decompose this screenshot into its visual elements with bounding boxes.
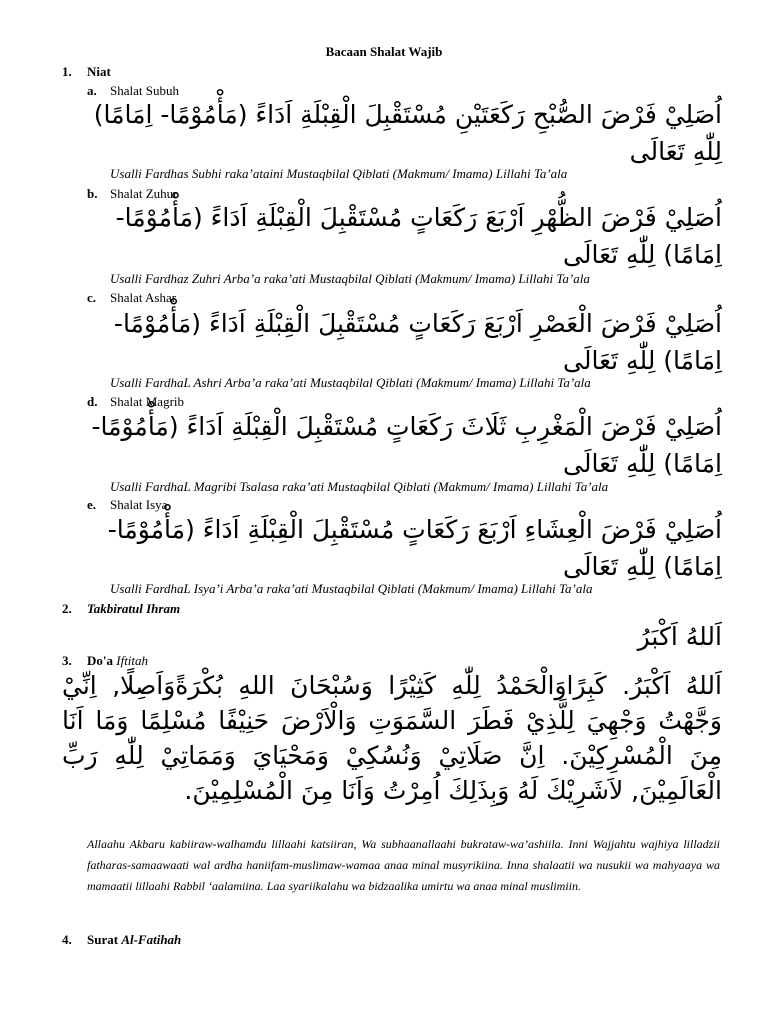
section-title-al-fatihah [87,932,181,948]
niat-zuhur-transliteration: Usalli Fardhaz Zuhri Arba’a raka’ati Mustaqbilal Qiblati (Makmum/ Imama) Lillahi Ta’ala [110,271,590,286]
list-letter: e. [87,497,97,512]
page-title: Bacaan Shalat Wajib [325,44,443,59]
niat-isya-arabic: اُصَلِيْ فَرْضَ الْعِشَاءِ اَرْبَعَ رَكَعَاتٍ مُسْتَقْبِلَ الْقِبْلَةِ اَدَاءً (مَأْمُوْمًا- اِمَامًا) لِلّٰهِ تَعَالَى [107,515,722,581]
niat-subuh-label: Shalat Subuh [110,83,179,98]
doa-iftitah-arabic: اَللهُ اَكْبَرُ. كَبِرًاوَالْحَمْدُ لِلّٰهِ كَثِيْرًا وَسُبْحَانَ اللهِ بُكْرَةًوَاَصِلًا, اِنِّيْ وَجَّهْتُ وَجْهِيَ لِلَّذِيْ فَطَرَ السَّمَوَتِ وَالْاَرْضَ حَنِيْفًا مُسْلِمًا وَمَا اَنَا مِنَ الْمُسْرِكِيْنَ. اِنَّ صَلَاتِيْ وَنُسُكِيْ وَمَحْيَايَ وَمَمَاتِيْ لِلّٰهِ رَبِّ الْعَالَمِيْنَ, لاَشَرِيْكَ لَهُ وَبِذَلِكَ اُمِرْتُ وَاَنَا مِنَ الْمُسْلِمِيْنَ. [62,671,722,805]
niat-ashar-transliteration: Usalli FardhaL Ashri Arba’a raka’ati Mustaqbilal Qiblati (Makmum/ Imama) Lillahi Ta’ala [110,375,591,390]
niat-magrib-label: Shalat Magrib [110,394,185,409]
niat-zuhur-label: Shalat Zuhur [110,186,178,201]
al-fatihah-label: Al-Fatihah [121,932,182,947]
doa-iftitah-transliteration: Allaahu Akbaru kabiiraw-walhamdu lillaahi katsiiran, Wa subhaanallaahi bukrataw-wa’ashiila. Inni Wajjahtu wajhiya lilladzii fatharas-samaawaati wal ardha haniifam-muslimaw-wamaa anaa minal musyrikiina. Inna shalaatii wa nusukii wa mahyaaya wa mamaatii lillaahi Rabbil ‘aalamiina. Laa syariikalahu wa bidzaalika umirtu wa anaa minal muslimiin. [87,837,720,893]
niat-zuhur-arabic: اُصَلِيْ فَرْضَ الظُّهْرِ اَرْبَعَ رَكَعَاتٍ مُسْتَقْبِلَ الْقِبْلَةِ اَدَاءً (مَأْمُوْمًا- اِمَامًا) لِلّٰهِ تَعَالَى [115,203,722,269]
takbiratul-ihram-arabic: اَللهُ اَكْبَرُ [637,622,722,651]
niat-ashar-label: Shalat Ashar [110,290,177,305]
section-title-niat: Niat [87,64,111,79]
iftitah-label: Iftitah [116,653,149,668]
section-number-al-fatihah: 4. [62,932,72,947]
section-number-doa-iftitah: 3. [62,653,72,668]
section-number-takbiratul-ihram: 2. [62,601,72,616]
niat-magrib-transliteration: Usalli FardhaL Magribi Tsalasa raka’ati Mustaqbilal Qiblati (Makmum/ Imama) Lillahi Ta’ala [110,479,609,494]
niat-ashar-heading [87,290,176,306]
niat-isya-label: Shalat Isya [110,497,168,512]
section-title-doa-iftitah [87,653,148,669]
list-letter: a. [87,83,97,98]
section-title-takbiratul-ihram: Takbiratul Ihram [87,601,181,616]
list-letter: d. [87,394,98,409]
niat-isya-transliteration: Usalli FardhaL Isya’i Arba’a raka’ati Mustaqbilal Qiblati (Makmum/ Imama) Lillahi Ta’ala [110,581,593,596]
niat-subuh-transliteration: Usalli Fardhas Subhi raka’ataini Mustaqbilal Qiblati (Makmum/ Imama) Lillahi Ta’ala [110,166,568,181]
list-letter: b. [87,186,98,201]
niat-ashar-arabic: اُصَلِيْ فَرْضَ الْعَصْرِ اَرْبَعَ رَكَعَاتٍ مُسْتَقْبِلَ الْقِبْلَةِ اَدَاءً (مَأْمُوْمًا- اِمَامًا) لِلّٰهِ تَعَالَى [113,309,722,375]
doa-label: Do'a [87,653,113,668]
section-number-niat: 1. [62,64,72,79]
list-letter: c. [87,290,97,305]
niat-subuh-arabic: اُصَلِيْ فَرْضَ الصُّبْحِ رَكَعَتَيْنِ مُسْتَقْبِلَ الْقِبْلَةِ اَدَاءً (مَأْمُوْمًا- اِمَامًا) لِلّٰهِ تَعَالَى [93,100,722,166]
surat-label: Surat [87,932,119,947]
niat-magrib-arabic: اُصَلِيْ فَرْضَ الْمَغْرِبِ ثَلَاثَ رَكَعَاتٍ مُسْتَقْبِلَ الْقِبْلَةِ اَدَاءً (مَأْمُوْمًا- اِمَامًا) لِلّٰهِ تَعَالَى [91,412,722,478]
